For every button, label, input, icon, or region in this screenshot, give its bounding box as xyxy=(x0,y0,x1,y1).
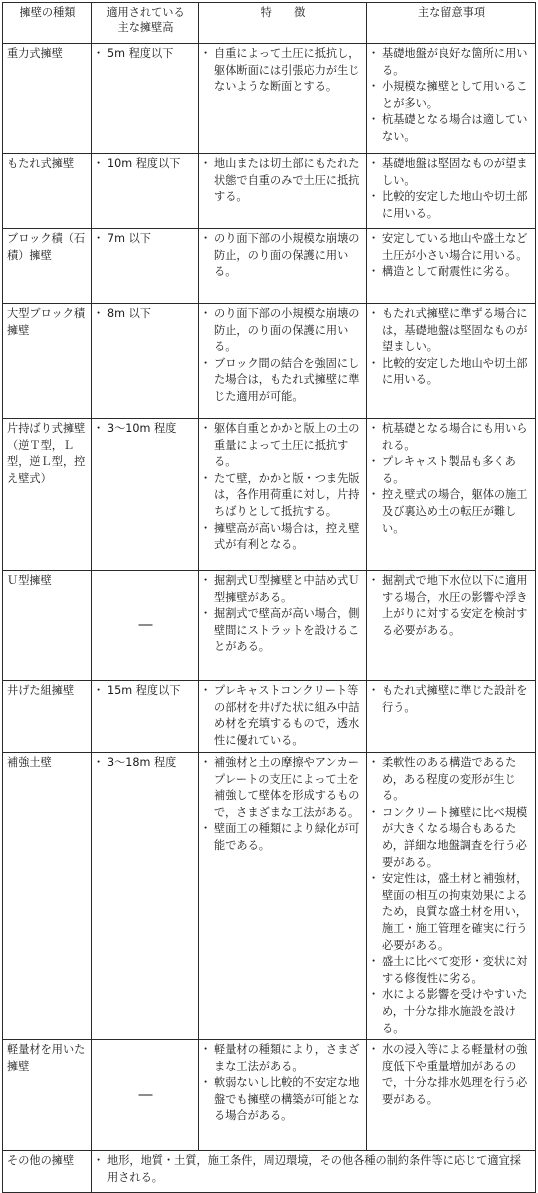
wall-height-item: ・ 10m 程度以下 xyxy=(96,156,195,173)
table-row xyxy=(3,154,536,229)
note-list xyxy=(371,46,532,146)
feature-list xyxy=(203,156,363,206)
wall-type-cell: もたれ式擁壁 xyxy=(3,154,92,229)
feature-item: ・ 擁壁高が高い場合は，控え壁式が有利となる。 xyxy=(203,521,363,554)
wall-height-cell xyxy=(92,44,199,154)
table-row xyxy=(3,1040,536,1151)
other-description-item: ・ 地形，地質・土質，施工条件，周辺環境，その他各種の制約条件等に応じて適宜採用される。 xyxy=(96,1153,532,1186)
note-item: ・ 杭基礎となる場合にも用いられる。 xyxy=(371,421,532,454)
notes-cell xyxy=(367,1040,536,1151)
feature-list xyxy=(203,421,363,554)
feature-list xyxy=(203,755,363,855)
note-item: ・ コンクリート擁壁に比べ規模が大きくなる場合もあるため，詳細な地盤調査を行う必要がある。 xyxy=(371,805,532,871)
note-item: ・ 杭基礎となる場合は適していない。 xyxy=(371,112,532,145)
table-row xyxy=(3,419,536,571)
feature-item: ・ のり面下部の小規模な崩壊の防止，のり面の保護に用いる。 xyxy=(203,306,363,356)
wall-height-cell xyxy=(92,753,199,1040)
feature-item: ・ 軟弱ないし比較的不安定な地盤でも擁壁の構築が可能となる場合がある。 xyxy=(203,1075,363,1125)
wall-type-cell: 重力式擁壁 xyxy=(3,44,92,154)
feature-list xyxy=(203,46,363,96)
wall-height-cell xyxy=(92,229,199,304)
features-cell xyxy=(199,154,367,229)
feature-item: ・ 自重によって土圧に抵抗し，躯体断面には引張応力が生じないような断面とする。 xyxy=(203,46,363,96)
header-features: 特 徴 xyxy=(199,3,367,44)
note-item: ・ 水の浸入等による軽量材の強度低下や重量増加があるので，十分な排水処理を行う必要がある。 xyxy=(371,1042,532,1108)
features-cell xyxy=(199,419,367,571)
note-list xyxy=(371,1042,532,1108)
note-item: ・ 小規模な擁壁として用いることが多い。 xyxy=(371,79,532,112)
feature-item: ・ 地山または切土部にもたれた状態で自重のみで土圧に抵抗する。 xyxy=(203,156,363,206)
feature-list xyxy=(203,683,363,749)
wall-height-list xyxy=(96,683,195,700)
features-cell xyxy=(199,753,367,1040)
wall-height-list xyxy=(96,755,195,772)
features-cell xyxy=(199,681,367,753)
wall-height-item: ・ 5m 程度以下 xyxy=(96,46,195,63)
header-height: 適用されている 主な擁壁高 xyxy=(92,3,199,44)
header-type: 擁壁の種類 xyxy=(3,3,92,44)
note-item: ・ 柔軟性のある構造であるため，ある程度の変形が生じる。 xyxy=(371,755,532,805)
note-list xyxy=(371,573,532,639)
retaining-wall-table xyxy=(2,2,536,1193)
wall-type-cell: 大型ブロック積擁壁 xyxy=(3,304,92,419)
note-list xyxy=(371,421,532,537)
wall-type-cell: 片持ばり式擁壁（逆Ｔ型，Ｌ型，逆Ｌ型，控え壁式） xyxy=(3,419,92,571)
notes-cell xyxy=(367,681,536,753)
wall-height-cell: ― xyxy=(92,1040,199,1151)
note-item: ・ 比較的安定した地山や切土部に用いる。 xyxy=(371,356,532,389)
notes-cell xyxy=(367,571,536,681)
note-item: ・ 盛土に比べて変形・変状に対する修復性に劣る。 xyxy=(371,954,532,987)
features-cell xyxy=(199,304,367,419)
wall-height-cell xyxy=(92,304,199,419)
notes-cell xyxy=(367,154,536,229)
wall-height-item: ・ 15m 程度以下 xyxy=(96,683,195,700)
wall-height-list xyxy=(96,156,195,173)
feature-item: ・ たて壁，かかと版・つま先版は，各作用荷重に対し，片持ちばりとして抵抗する。 xyxy=(203,471,363,521)
note-item: ・ もたれ式擁壁に準ずる場合には，基礎地盤は堅固なものが望ましい。 xyxy=(371,306,532,356)
note-item: ・ 比較的安定した地山や切土部に用いる。 xyxy=(371,189,532,222)
feature-item: ・ 掘割式で壁高が高い場合，側壁間にストラットを設けることがある。 xyxy=(203,606,363,656)
notes-cell xyxy=(367,304,536,419)
feature-item: ・ プレキャストコンクリート等の部材を井げた状に組み中詰め材を充填するもので，透水性に優れている。 xyxy=(203,683,363,749)
wall-height-item: ・ 3～18m 程度 xyxy=(96,755,195,772)
feature-item: ・ 壁面工の種類により緑化が可能である。 xyxy=(203,821,363,854)
note-list xyxy=(371,683,532,716)
notes-cell xyxy=(367,753,536,1040)
wall-height-cell: ― xyxy=(92,571,199,681)
feature-list xyxy=(203,231,363,281)
note-item: ・ 安定性は，盛土材と補強材，壁面の相互の拘束効果によるため，良質な盛土材を用い，施工・施工管理を確実に行う必要がある。 xyxy=(371,871,532,954)
wall-height-item: ・ 7m 以下 xyxy=(96,231,195,248)
feature-item: ・ ブロック間の結合を強固にした場合は，もたれ式擁壁に準じた適用が可能。 xyxy=(203,356,363,406)
wall-type-cell: 補強土壁 xyxy=(3,753,92,1040)
table-row xyxy=(3,681,536,753)
note-item: ・ 控え壁式の場合，躯体の施工及び裏込め土の転圧が難しい。 xyxy=(371,487,532,537)
note-item: ・ 基礎地盤は堅固なものが望ましい。 xyxy=(371,156,532,189)
wall-type-cell: 井げた組擁壁 xyxy=(3,681,92,753)
feature-item: ・ 躯体自重とかかと版上の土の重量によって土圧に抵抗する。 xyxy=(203,421,363,471)
wall-height-item: ・ 8m 以下 xyxy=(96,306,195,323)
header-row xyxy=(3,3,536,44)
table-row xyxy=(3,753,536,1040)
wall-type-cell: 軽量材を用いた擁壁 xyxy=(3,1040,92,1151)
features-cell xyxy=(199,229,367,304)
wall-height-item: ・ 3～10m 程度 xyxy=(96,421,195,438)
other-description-cell xyxy=(92,1151,536,1193)
wall-height-list xyxy=(96,46,195,63)
feature-item: ・ 掘割式Ｕ型擁壁と中詰め式Ｕ型擁壁がある。 xyxy=(203,573,363,606)
wall-type-cell: Ｕ型擁壁 xyxy=(3,571,92,681)
wall-height-list xyxy=(96,231,195,248)
notes-cell xyxy=(367,229,536,304)
wall-type-cell: その他の擁壁 xyxy=(3,1151,92,1193)
note-list xyxy=(371,231,532,281)
other-description-list xyxy=(96,1153,532,1186)
notes-cell xyxy=(367,419,536,571)
feature-list xyxy=(203,1042,363,1125)
note-item: ・ 基礎地盤が良好な箇所に用いる。 xyxy=(371,46,532,79)
wall-height-list xyxy=(96,421,195,438)
features-cell xyxy=(199,44,367,154)
wall-height-cell xyxy=(92,681,199,753)
header-notes: 主な留意事項 xyxy=(367,3,536,44)
note-list xyxy=(371,156,532,222)
table-row xyxy=(3,44,536,154)
feature-list xyxy=(203,573,363,656)
note-item: ・ プレキャスト製品も多くある。 xyxy=(371,454,532,487)
note-list xyxy=(371,755,532,1037)
wall-height-list xyxy=(96,306,195,323)
features-cell xyxy=(199,1040,367,1151)
note-item: ・ 安定している地山や盛土など土圧が小さい場合に用いる。 xyxy=(371,231,532,264)
wall-height-cell xyxy=(92,154,199,229)
wall-type-cell: ブロック積（石積）擁壁 xyxy=(3,229,92,304)
note-list xyxy=(371,306,532,389)
note-item: ・ もたれ式擁壁に準じた設計を行う。 xyxy=(371,683,532,716)
note-item: ・ 水による影響を受けやすいため，十分な排水施設を設ける。 xyxy=(371,987,532,1037)
note-item: ・ 構造として耐震性に劣る。 xyxy=(371,264,532,281)
features-cell xyxy=(199,571,367,681)
wall-height-cell xyxy=(92,419,199,571)
notes-cell xyxy=(367,44,536,154)
feature-list xyxy=(203,306,363,406)
table-row xyxy=(3,571,536,681)
feature-item: ・ 補強材と土の摩擦やアンカープレートの支圧によって土を補強して壁体を形成するもので，さまざまな工法がある。 xyxy=(203,755,363,821)
table-row xyxy=(3,304,536,419)
table-row xyxy=(3,229,536,304)
note-item: ・ 掘割式で地下水位以下に適用する場合，水圧の影響や浮き上がりに対する安定を検討する必要がある。 xyxy=(371,573,532,639)
table-row-other xyxy=(3,1151,536,1193)
feature-item: ・ のり面下部の小規模な崩壊の防止，のり面の保護に用いる。 xyxy=(203,231,363,281)
feature-item: ・ 軽量材の種類により，さまざまな工法がある。 xyxy=(203,1042,363,1075)
